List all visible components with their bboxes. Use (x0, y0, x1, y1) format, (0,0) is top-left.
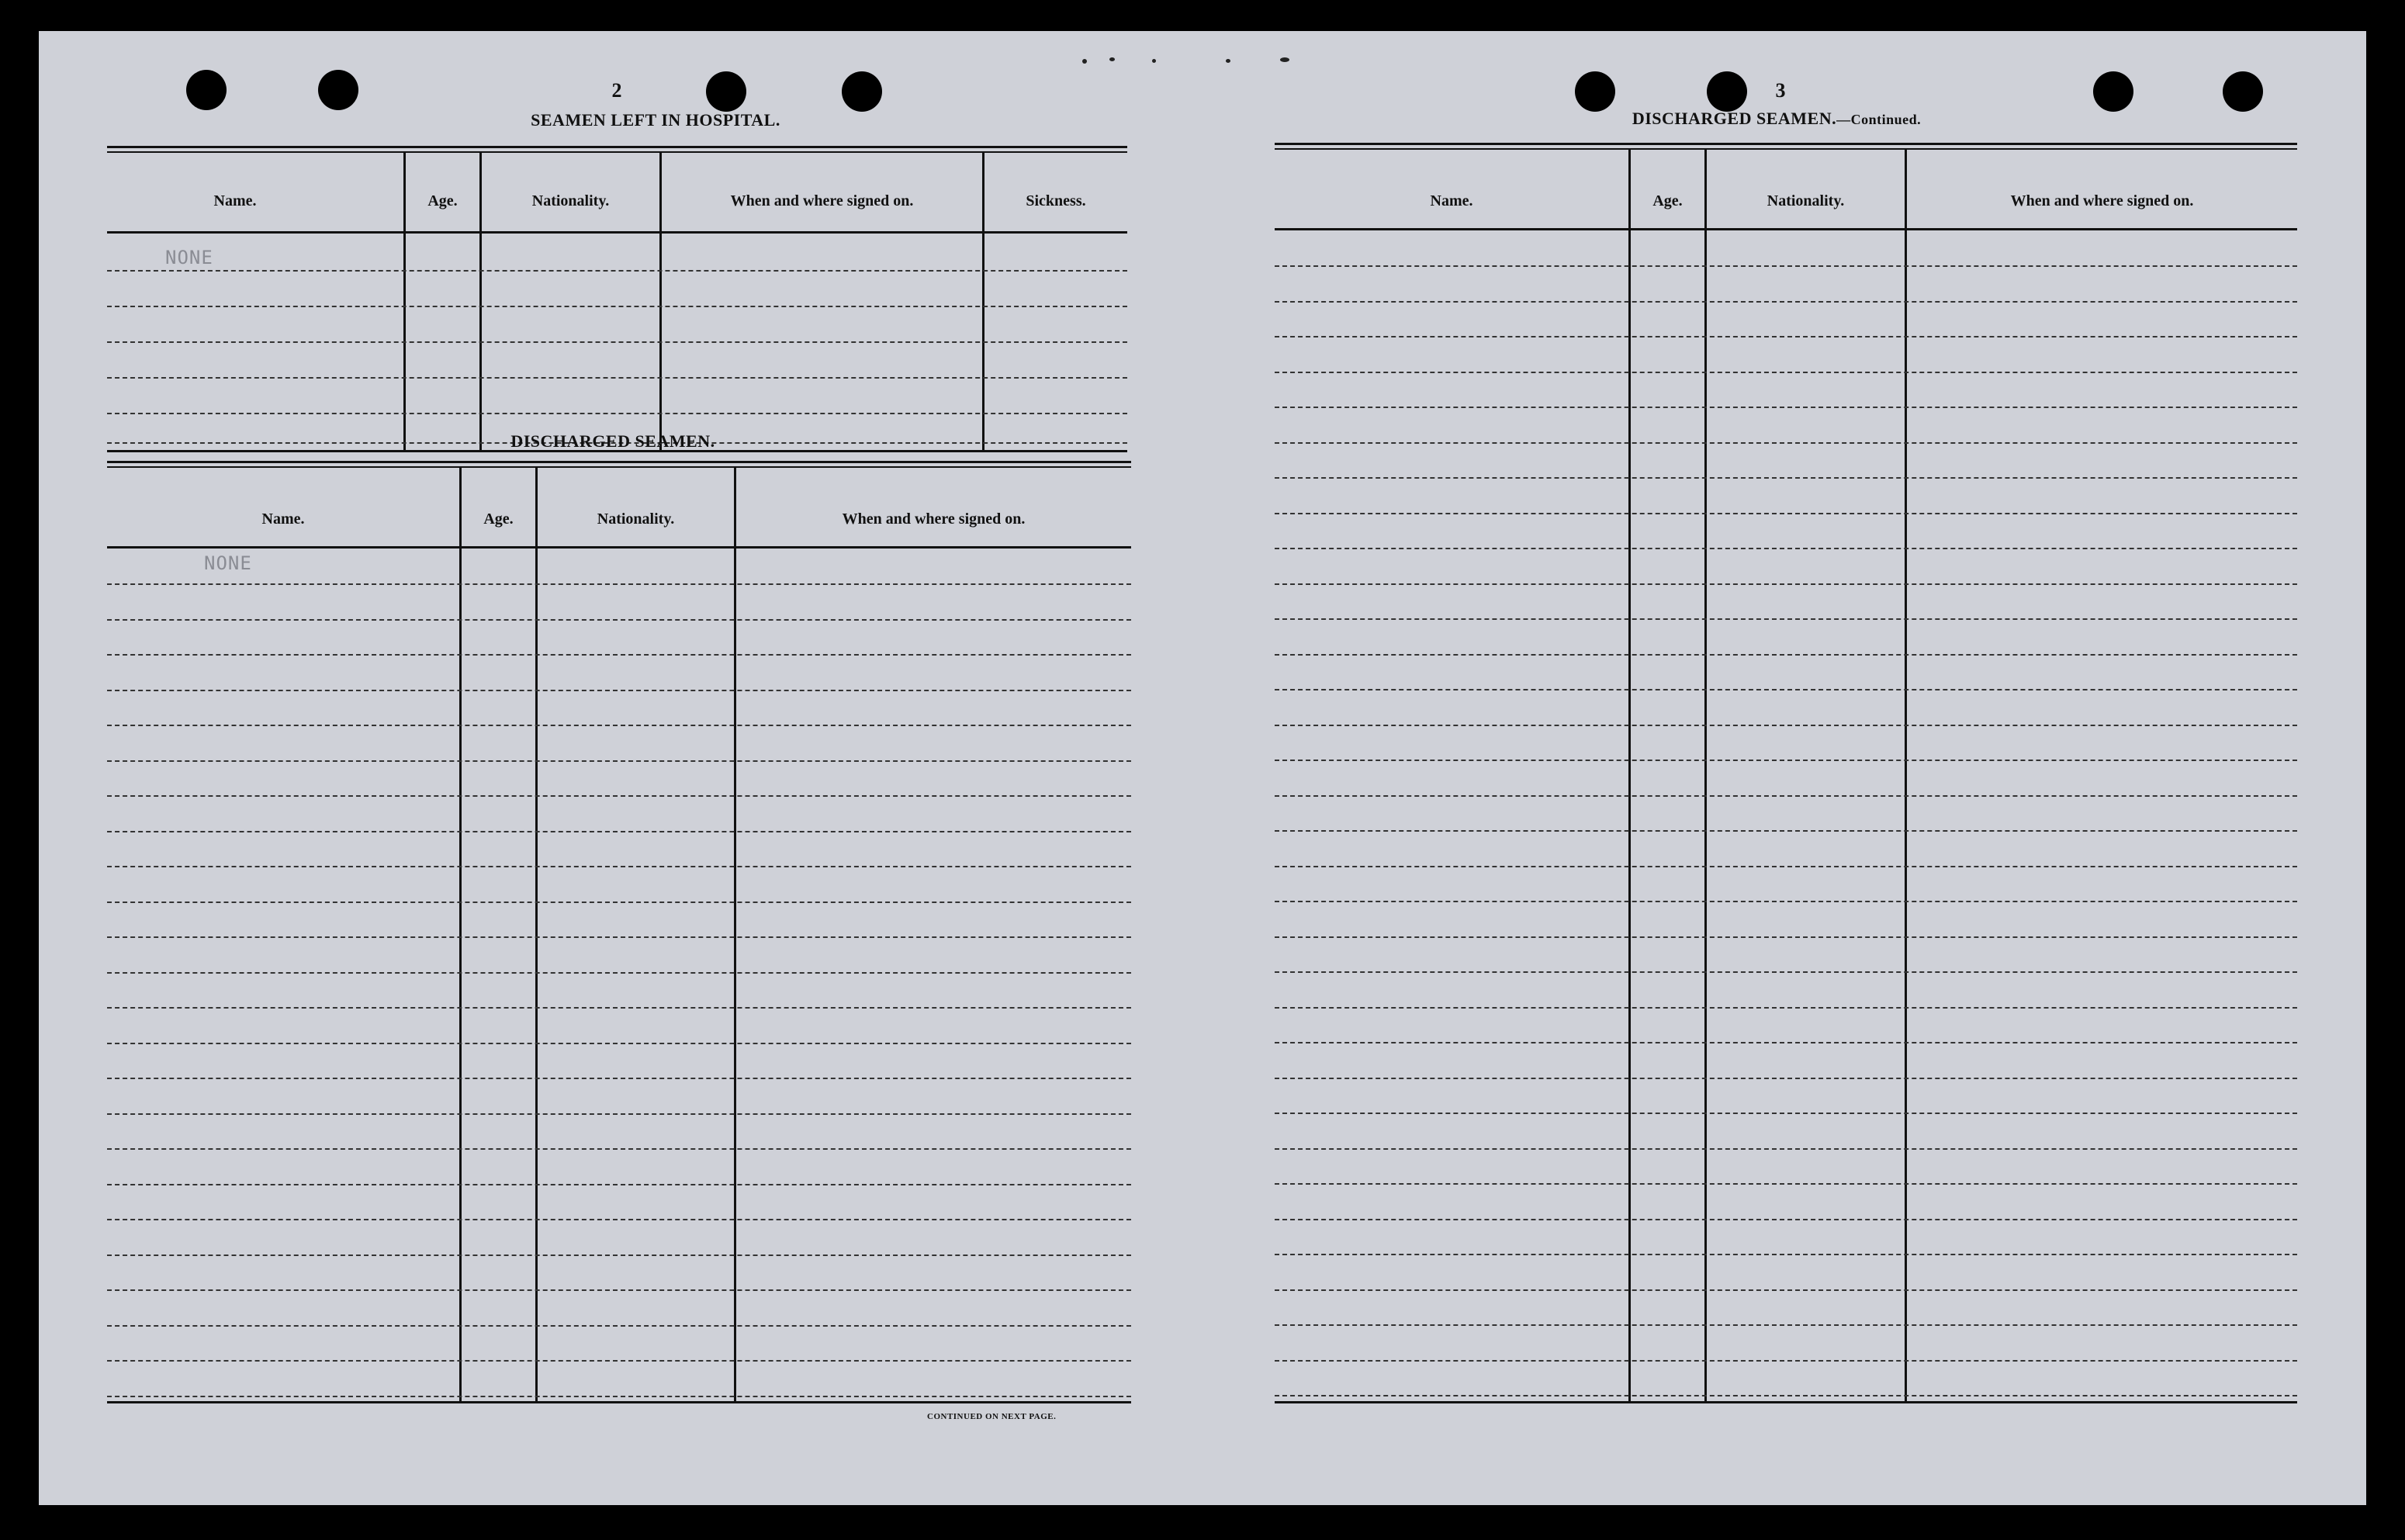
table-top-rule (107, 151, 1127, 153)
column-header-signed-on: When and where signed on. (2010, 192, 2194, 209)
discharged-table-right (1275, 143, 2297, 1463)
column-header-name: Name. (1430, 192, 1473, 209)
row-line (1275, 372, 2297, 373)
column-divider (535, 468, 538, 1401)
row-line (107, 866, 1131, 867)
row-line (1275, 1360, 2297, 1362)
row-line (107, 795, 1131, 797)
row-line (1275, 725, 2297, 726)
table-top-rule (107, 461, 1131, 463)
punch-hole (1707, 71, 1747, 112)
row-line (1275, 1042, 2297, 1043)
row-line (107, 1113, 1131, 1115)
table-top-rule (107, 466, 1131, 468)
row-line (107, 341, 1127, 343)
row-line (1275, 548, 2297, 549)
column-header-age: Age. (483, 510, 514, 528)
page-number-left: 2 (611, 79, 622, 102)
ink-speck (1082, 59, 1087, 64)
row-line (107, 654, 1131, 656)
row-line (1275, 336, 2297, 337)
column-divider (734, 468, 736, 1401)
row-line (107, 583, 1131, 585)
row-line (1275, 1183, 2297, 1185)
column-header-name: Name. (261, 510, 305, 528)
row-line (1275, 301, 2297, 303)
row-line (1275, 1219, 2297, 1220)
header-rule (107, 546, 1131, 549)
row-line (1275, 936, 2297, 938)
row-line (107, 936, 1131, 938)
right-title-continued: —Continued. (1836, 112, 1922, 127)
column-header-age: Age. (427, 192, 458, 209)
table-bottom-rule (1275, 1401, 2297, 1403)
row-line (107, 413, 1127, 414)
row-line (1275, 654, 2297, 656)
ink-speck (1280, 57, 1289, 62)
punch-hole (186, 70, 227, 110)
header-rule (1275, 228, 2297, 230)
row-line (107, 1325, 1131, 1327)
row-line (1275, 407, 2297, 408)
right-title-main: DISCHARGED SEAMEN. (1632, 109, 1837, 128)
table-top-rule (1275, 148, 2297, 150)
document-sheet (39, 31, 2366, 1505)
row-line (1275, 1289, 2297, 1291)
row-line (107, 1396, 1131, 1397)
row-line (1275, 795, 2297, 797)
row-line (107, 831, 1131, 832)
row-line (107, 902, 1131, 903)
row-line (1275, 866, 2297, 867)
table-top-rule (107, 146, 1127, 148)
table-bottom-rule (107, 1401, 1131, 1403)
row-line (1275, 1254, 2297, 1255)
row-line (1275, 760, 2297, 761)
column-header-nationality: Nationality. (597, 510, 675, 528)
row-line (1275, 618, 2297, 620)
row-line (1275, 1395, 2297, 1396)
table-top-rule (1275, 143, 2297, 145)
column-header-nationality: Nationality. (1767, 192, 1845, 209)
row-line (1275, 689, 2297, 690)
row-line (107, 1078, 1131, 1079)
row-line (1275, 971, 2297, 973)
discharged-entry-none: NONE (204, 552, 252, 574)
column-header-age: Age. (1652, 192, 1683, 209)
row-line (107, 1360, 1131, 1362)
row-line (107, 972, 1131, 974)
row-line (1275, 477, 2297, 479)
discharged-table-left (107, 461, 1131, 1462)
row-line (1275, 1324, 2297, 1326)
row-line (1275, 583, 2297, 585)
column-header-sickness: Sickness. (1026, 192, 1086, 209)
row-line (107, 1219, 1131, 1220)
row-line (107, 1289, 1131, 1291)
hospital-table (107, 146, 1127, 456)
row-line (107, 1254, 1131, 1256)
punch-hole (2223, 71, 2263, 112)
row-line (1275, 265, 2297, 267)
row-line (107, 619, 1131, 621)
column-header-nationality: Nationality. (531, 192, 610, 209)
punch-hole (1575, 71, 1615, 112)
hospital-entry-none: NONE (165, 247, 213, 268)
punch-hole (842, 71, 882, 112)
ink-speck (1152, 59, 1156, 63)
row-line (1275, 1078, 2297, 1079)
continued-note: CONTINUED ON NEXT PAGE. (927, 1412, 1057, 1421)
punch-hole (2093, 71, 2133, 112)
row-line (1275, 901, 2297, 902)
row-line (1275, 830, 2297, 832)
row-line (107, 1043, 1131, 1044)
row-line (107, 760, 1131, 762)
page-number-right: 3 (1775, 79, 1786, 102)
ink-speck (1226, 59, 1230, 63)
row-line (1275, 1148, 2297, 1150)
row-line (107, 1184, 1131, 1185)
row-line (1275, 513, 2297, 514)
column-header-signed-on: When and where signed on. (842, 510, 1026, 528)
row-line (107, 1007, 1131, 1009)
row-line (1275, 1007, 2297, 1009)
header-rule (107, 231, 1127, 234)
hospital-section-title: SEAMEN LEFT IN HOSPITAL. (531, 110, 780, 130)
row-line (107, 306, 1127, 307)
ink-speck (1109, 57, 1115, 61)
row-line (1275, 442, 2297, 444)
row-line (107, 725, 1131, 726)
row-line (107, 270, 1127, 272)
column-header-signed-on: When and where signed on. (730, 192, 914, 209)
column-header-name: Name. (213, 192, 257, 209)
row-line (107, 690, 1131, 691)
right-section-title (1559, 109, 1994, 129)
punch-hole (318, 70, 358, 110)
column-divider (459, 468, 462, 1401)
row-line (107, 377, 1127, 379)
punch-hole (706, 71, 746, 112)
row-line (107, 1148, 1131, 1150)
row-line (1275, 1113, 2297, 1114)
discharged-section-title: DISCHARGED SEAMEN. (510, 431, 715, 451)
